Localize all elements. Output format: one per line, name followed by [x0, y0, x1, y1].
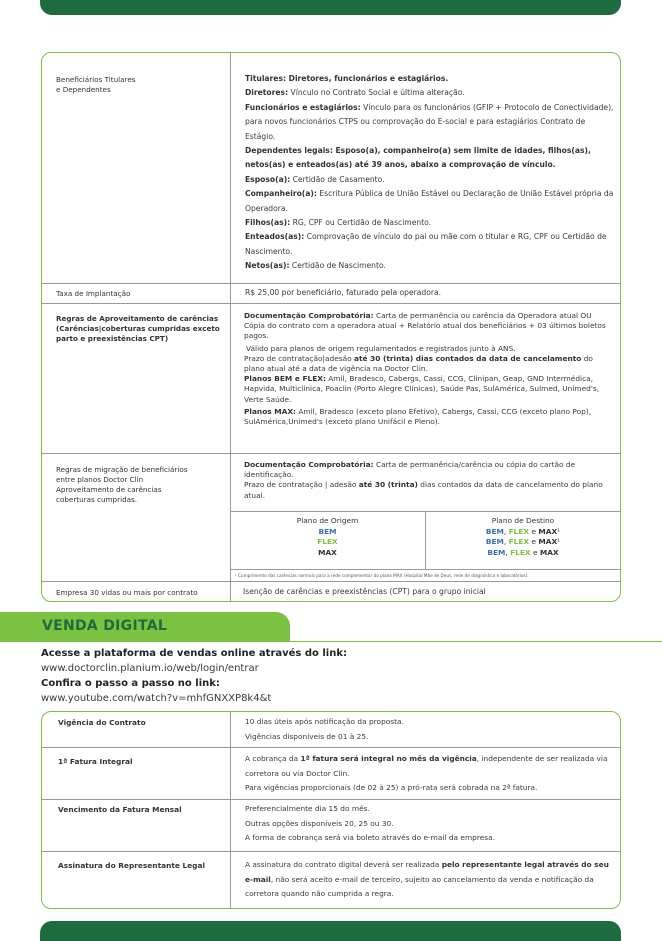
row-value: Titulares: Diretores, funcionários e estagiários. Diretores: Vínculo no Contrato Social e última alteração. Funcionários e estagiários: Vínculo para os funcionários (GFIP + Protocolo de Conectividade), para novos funcionários CTPS ou comprovação do E-social e para estagiários Contrato de Estágio. Dependentes legais: Esposo(a), companheiro(a) sem limite de idades, filhos(as), netos(as) e enteados(as) até 39 anos, abaixo a comprovação de vínculo. Esposo(a): Certidão de Casamento. Companheiro(a): Escritura Pública de União Estável ou Declaração de União Estável própria da Operadora. Filhos(as): RG, CPF ou Certidão de Nascimento. Enteados(as): Comprovação de vínculo do pai ou mãe com o titular e RG, CPF ou Certidão de Nascimento. Netos(as): Certidão de Nascimento. — [245, 74, 614, 271]
venda-instruction: Acesse a plataforma de vendas online através do link: — [41, 648, 347, 659]
migration-plan-table — [230, 511, 620, 570]
row-migracao — [42, 453, 620, 581]
banner-underline — [0, 641, 662, 642]
row-label: Taxa de Implantação — [56, 289, 131, 298]
venda-tutorial-instruction: Confira o passo a passo no link: — [41, 678, 220, 689]
row-label: Vencimento da Fatura Mensal — [58, 805, 182, 814]
row-value: A assinatura do contrato digital deverá ser realizada pelo representante legal através do seu e-mail, não será aceito e-mail de terceiro, sujeito ao cancelamento da venda e notificação da corretora quando não cumprida a regra. — [245, 860, 609, 898]
row-value: Documentação Comprobatória: Carta de permanência ou carência da Operadora atual OU Cópia do contrato com a operadora atual + Relatório atual dos beneficiários + 03 últimos boletos pagos. Válido para planos de origem regulamentados e registrados junto à ANS. Prazo de contratação|adesão até 30 (trinta) dias contados da data de cancelamento do plano atual até a data de vigência na Doctor Clin. Planos BEM e FLEX: Amil, Bradesco, Cabergs, Cassi, CCG, Clinipan, Geap, GND Intermédica, Hapvida, Multiclínica, Poaclin (Porto Alegre Clínicas), Saúde Pas, SulAmérica, Sulmed, Unimed's, Verte Saúde. Planos MAX: Amil, Bradesco (exceto plano Efetivo), Cabergs, Cassi, CCG (exceto plano Pop), SulAmérica,Unimed's (exceto plano Unifácil e Pleno). — [244, 311, 606, 427]
row-value: Preferencialmente dia 15 do mês. Outras opções disponíveis 20, 25 ou 30. A forma de cobrança será via boleto através do e-mail da empresa. — [245, 804, 496, 842]
origem-column: Plano de Origem BEM FLEX MAX — [296, 516, 359, 557]
row-label: Regras de migração de beneficiários entre planos Doctor Clin Aproveitamento de carências coberturas cumpridas. — [56, 465, 188, 504]
contract-table — [41, 711, 621, 909]
row-label: 1ª Fatura Integral — [58, 757, 133, 766]
row-assinatura — [42, 851, 620, 909]
row-taxa — [42, 283, 620, 303]
row-label: Regras de Aproveitamento de carências (Carências|coberturas cumpridas exceto parto e preexistências CPT) — [56, 314, 220, 343]
section-title: VENDA DIGITAL — [42, 618, 168, 634]
row-value: A cobrança da 1ª fatura será integral no mês da vigência, independente de ser realizada via corretora ou via Doctor Clin. Para vigências proporcionais (de 02 à 25) a pró-rata será cobrada na 2ª fatura. — [245, 754, 608, 792]
row-empresa — [42, 581, 620, 602]
venda-platform-link[interactable]: www.doctorclin.planium.io/web/login/entrar — [41, 663, 259, 674]
row-vigencia — [42, 712, 620, 747]
rules-table — [41, 52, 621, 602]
row-label: Vigência do Contrato — [58, 718, 146, 727]
destino-column: Plano de Destino BEM, FLEX e MAX¹ BEM, FLEX e MAX¹ BEM, FLEX e MAX — [485, 516, 561, 557]
row-value: 10 dias úteis após notificação da proposta. Vigências disponíveis de 01 à 25. — [245, 717, 404, 741]
row-vencimento — [42, 799, 620, 851]
row-label: Beneficiários Titulares e Dependentes — [56, 75, 136, 94]
venda-tutorial-link[interactable]: www.youtube.com/watch?v=mhfGNXXP8k4&t — [41, 693, 272, 704]
venda-digital-banner — [0, 612, 290, 641]
row-beneficiarios — [42, 53, 620, 283]
row-value: R$ 25,00 por beneficiário, faturado pela operadora. — [245, 288, 442, 297]
row-aproveitamento — [42, 303, 620, 453]
bottom-green-bar — [40, 921, 621, 941]
footnote: ¹ Cumprimento das carências normais para a rede complementar do plano MAX (Hospital Mãe de Deus, rede de diagnóstico e laboratórios). — [235, 573, 529, 578]
row-label: Assinatura do Representante Legal — [58, 861, 205, 870]
top-green-bar — [40, 0, 621, 15]
row-value: Documentação Comprobatória: Carta de permanência/carência ou cópia do cartão de identificação. Prazo de contratação | adesão até 30 (trinta) dias contados da data de cancelamento do plano atual. — [244, 460, 603, 500]
row-value: Isenção de carências e preexistências (CPT) para o grupo inicial — [243, 587, 486, 596]
row-label: Empresa 30 vidas ou mais por contrato — [56, 588, 198, 597]
row-fatura — [42, 747, 620, 799]
